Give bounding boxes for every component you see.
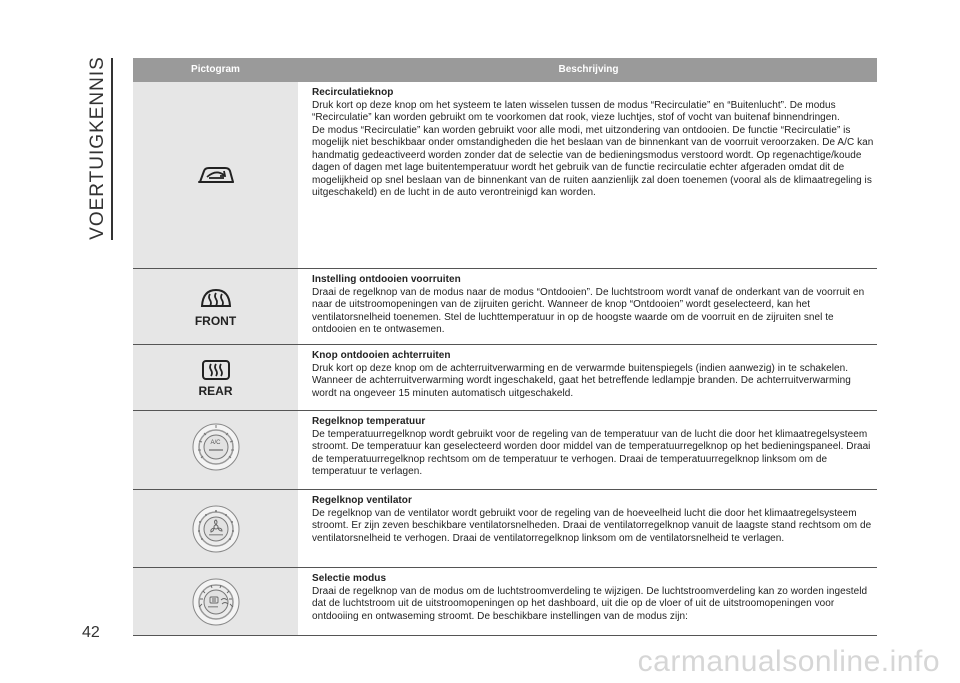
header-pictogram: Pictogram (191, 64, 240, 75)
knob-ac-label: A/C (210, 440, 221, 446)
header-description: Beschrijving (558, 64, 619, 75)
row-description (300, 345, 877, 410)
row-title: Regelknop ventilator (312, 495, 412, 506)
row-description (300, 411, 877, 489)
row-title: Selectie modus (312, 573, 387, 584)
watermark: carmanualsonline.info (637, 645, 940, 678)
row-title: Instelling ontdooien voorruiten (312, 274, 461, 285)
front-defrost-icon (199, 286, 233, 312)
row-description (300, 269, 877, 344)
temperature-knob-icon (191, 422, 241, 472)
icon-cell (133, 82, 298, 268)
controls-table (133, 58, 877, 636)
table-row (133, 490, 877, 568)
rear-defrost-icon (200, 358, 232, 382)
row-title: Regelknop temperatuur (312, 416, 426, 427)
recirculation-car-icon (196, 162, 236, 188)
front-label: FRONT (194, 313, 237, 328)
chapter-title: VOERTUIGKENNIS (87, 56, 109, 240)
row-text: De temperatuurregelknop wordt gebruikt voor de regeling van de temperatuur van de lucht die door het klimaatregelsysteem stroomt. De temperatuur kan geselecteerd worden door middel van de temperatuurregelknop op het bedieningspaneel. Draai de temperatuurregelknop rechtsom om de temperatuur te verhogen. Draai de temperatuurregelknop linksom om de temperatuur te verlagen. (312, 428, 871, 477)
icon-cell (133, 568, 298, 635)
row-title: Knop ontdooien achterruiten (312, 350, 451, 361)
icon-cell (133, 269, 298, 344)
chapter-rule (111, 58, 113, 240)
mode-knob-icon (191, 577, 241, 627)
icon-cell (133, 345, 298, 410)
fan-knob-icon (191, 504, 241, 554)
icon-cell (133, 411, 298, 489)
table-row (133, 568, 877, 636)
row-description (300, 568, 877, 635)
row-title: Recirculatieknop (312, 87, 394, 98)
row-text: De regelknop van de ventilator wordt gebruikt voor de regeling van de hoeveelheid lucht die door het klimaatregelsysteem stroomt. Er zijn zeven beschikbare ventilatorsnelheden. Draai de ventilatorregelknop vanuit de laagste stand rechtsom om de ventilatorsnelheid te verhogen. Draai de ventilatorregelknop linksom om de ventilatorsnelheid te verlagen. (312, 507, 872, 544)
row-description (300, 82, 877, 268)
table-row (133, 345, 877, 411)
table-row (133, 269, 877, 345)
table-row (133, 411, 877, 490)
table-row (133, 82, 877, 269)
row-description (300, 490, 877, 567)
page-number: 42 (82, 624, 100, 641)
row-text: Druk kort op deze knop om het systeem te laten wisselen tussen de modus “Recirculatie” en “Buitenlucht”. De modus “Recirculatie” kan worden gebruikt om te voorkomen dat rook, vieze luchtjes, stof of vocht van buitenaf binnendringen. De modus “Recirculatie” kan worden gebruikt voor alle modi, met uitzondering van ontdooien. De functie “Recirculatie” is mogelijk niet beschikbaar onder omstandigheden die het beslaan van de binnenkant van de voorruit veroorzaken. De A/C kan handmatig gedeactiveerd worden zonder dat de selectie van de bedieningsmodus verstoord wordt. Op regenachtige/koude dagen of dagen met lage buitentemperatuur wordt het gebruik van de functie recirculatie echter afgeraden omdat dit de mogelijkheid op snel beslaan van de binnenkant van de ruiten aanzienlijk zal doen toenemen (vooral als de klimaatregeling is uitgeschakeld) en de lucht in de auto verontreinigd kan worden. (312, 99, 874, 198)
icon-cell (133, 490, 298, 567)
row-text: Draai de regelknop van de modus naar de modus “Ontdooien”. De luchtstroom wordt vanaf de onderkant van de voorruit en naar de uitstroomopeningen van de zijruiten gericht. Wanneer de knop “Ontdooien” wordt geselecteerd, kan het ventilatorsnelheid toenemen. Stel de luchttemperatuur in op de hoogste waarde om de voorruit en de zijruiten snel te ontdooien en te ontwasemen. (312, 286, 865, 335)
table-header (133, 58, 877, 82)
row-text: Druk kort op deze knop om de achterruitverwarming en de verwarmde buitenspiegels (indien aanwezig) in te schakelen. Wanneer de achterruitverwarming wordt ingeschakeld, gaat het betreffende ledlampje branden. De achterruitverwarming wordt na ongeveer 15 minuten automatisch uitgeschakeld. (312, 362, 851, 399)
rear-label: REAR (198, 383, 233, 398)
row-text: Draai de regelknop van de modus om de luchtstroomverdeling te wijzigen. De luchtstroomverdeling kan zo worden ingesteld dat de luchtstroom uit de uitstroomopeningen op het dashboard, uit die op de vloer of uit de uitstroomopeningen voor ontdooiing en ontwaseming stroomt. De beschikbare instellingen van de modus zijn: (312, 585, 868, 622)
